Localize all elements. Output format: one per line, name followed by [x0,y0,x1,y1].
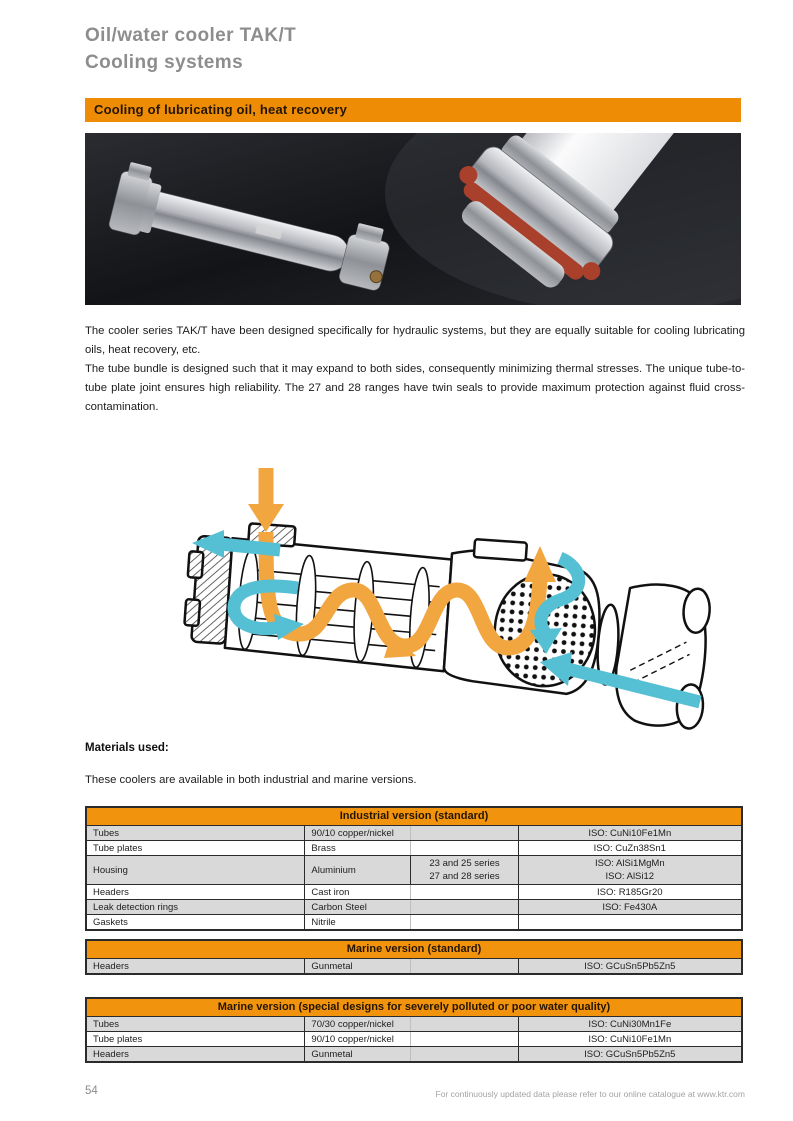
table-row [87,899,741,914]
page-number: 54 [85,1085,98,1097]
series-cell [411,1017,518,1031]
table-title: Marine version (standard) [87,941,741,958]
table-row [87,914,741,929]
iso-cell: ISO: GCuSn5Pb5Zn5 [584,960,676,972]
iso-cell: ISO: CuNi10Fe1Mn [588,1033,672,1045]
component-cell: Gaskets [87,915,305,929]
outlet-boss [474,539,527,561]
marine-special-table [85,997,743,1063]
component-cell: Headers [87,885,305,899]
component-cell: Headers [87,1047,305,1061]
material-cell: 90/10 copper/nickel [305,826,411,840]
series-cell [411,1047,518,1061]
series-cell [411,841,518,855]
table-row-housing [87,855,741,884]
page-title-line2: Cooling systems [85,52,244,73]
iso-cell: ISO: Fe430A [602,901,658,913]
material-cell: Brass [305,841,411,855]
page-title [85,22,296,76]
table-row [87,958,741,973]
table-row [87,825,741,840]
material-cell: 90/10 copper/nickel [305,1032,411,1046]
footer-note: For continuously updated data please refer to our online catalogue at www.ktr.com [435,1089,745,1099]
component-cell: Tube plates [87,1032,305,1046]
iso-cell [519,915,741,929]
series-cell [411,1032,518,1046]
series-cell [411,885,518,899]
iso-cell: ISO: CuNi30Mn1Fe [588,1018,672,1030]
series-cell [411,826,518,840]
marine-standard-table [85,939,743,975]
intro-text [85,322,745,417]
iso-cell: ISO: CuNi10Fe1Mn [588,827,672,839]
series-cell [411,915,518,929]
water-outlet-arrow [220,544,280,550]
industrial-materials-table [85,806,743,931]
series-cell [411,900,518,914]
series-cell: 23 and 25 series 27 and 28 series [411,856,518,884]
section-banner: Cooling of lubricating oil, heat recovery [85,98,741,122]
material-cell: Carbon Steel [305,900,411,914]
table-title: Industrial version (standard) [87,808,741,825]
material-cell: Gunmetal [305,1047,411,1061]
table-row [87,1046,741,1061]
iso-cell: ISO: GCuSn5Pb5Zn5 [584,1048,676,1060]
iso-cell: ISO: AlSi1MgMn ISO: AlSi12 [594,858,665,882]
table-row [87,1031,741,1046]
component-cell: Headers [87,959,305,973]
table-row [87,840,741,855]
material-cell: Aluminium [305,856,411,884]
iso-cell: ISO: R185Gr20 [597,886,663,898]
component-cell: Housing [87,856,305,884]
material-cell: Nitrile [305,915,411,929]
component-cell: Tube plates [87,841,305,855]
intro-paragraph-1: The cooler series TAK/T have been designed specifically for hydraulic systems, but they are equally suitable for cooling lubricating oils, heat recovery, etc. [85,325,745,356]
component-cell: Tubes [87,1017,305,1031]
materials-note: These coolers are available in both industrial and marine versions. [85,774,417,786]
iso-cell: ISO: CuZn38Sn1 [593,842,666,854]
page-title-line1: Oil/water cooler TAK/T [85,25,297,46]
table-row [87,1016,741,1031]
component-cell: Tubes [87,826,305,840]
materials-heading: Materials used: [85,742,169,754]
material-cell: Cast iron [305,885,411,899]
cooler-cutaway-diagram [148,440,712,740]
component-cell: Leak detection rings [87,900,305,914]
material-cell: Gunmetal [305,959,411,973]
material-cell: 70/30 copper/nickel [305,1017,411,1031]
table-title: Marine version (special designs for severely polluted or poor water quality) [87,999,741,1016]
product-photo [85,133,741,305]
series-cell [411,959,518,973]
table-row [87,884,741,899]
intro-paragraph-2: The tube bundle is designed such that it may expand to both sides, consequently minimizing thermal stresses. The unique tube-to-tube plate joint ensures high reliability. The 27 and 28 ranges have twin seals to provide maximum protection against fluid cross-contamination. [85,363,745,413]
